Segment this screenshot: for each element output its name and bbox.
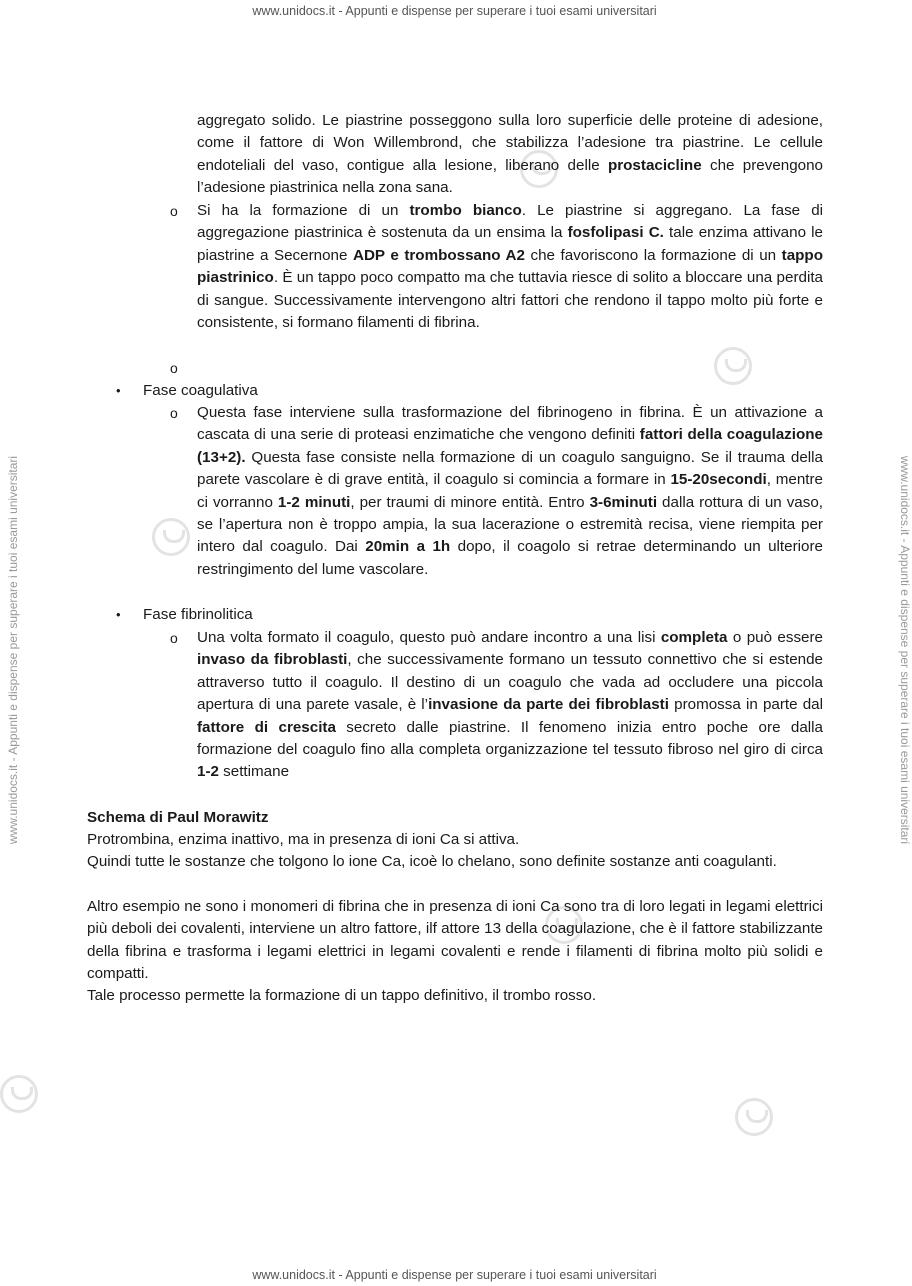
watermark-banner-bottom: www.unidocs.it - Appunti e dispense per superare i tuoi esami universitari — [252, 1268, 657, 1282]
section-title-morawitz: Schema di Paul Morawitz — [87, 809, 269, 826]
bold-term: 15-20secondi — [670, 471, 767, 489]
bold-term: fattori della coagulazione (13+2). — [197, 426, 824, 466]
heading-fase-fibrinolitica: Fase fibrinolitica — [143, 606, 253, 623]
text-run: che favoriscono la formazione di un — [524, 246, 782, 264]
paragraph-white-thrombus — [197, 200, 823, 334]
bold-term: invasione da parte dei fibroblasti — [428, 696, 669, 714]
bullet-marker: • — [116, 383, 121, 398]
text-run: , mentre ci vorranno — [197, 471, 823, 511]
bold-term: trombo bianco — [409, 202, 522, 219]
text-run: Questa fase consiste nella formazione di un coagulo sanguigno. Se il trauma della parete vascolare è di grave entità, il coagulo si comincia a formare in — [197, 448, 823, 489]
text-run: settimane — [218, 763, 290, 781]
paragraph-trombo-rosso: Tale processo permette la formazione di un tappo definitivo, il trombo rosso. — [87, 987, 597, 1004]
text-run: , per traumi di minore entità. Entro — [350, 493, 590, 511]
text-run: Una volta formato il coagulo, questo può andare incontro a una lisi — [197, 629, 661, 646]
watermark-side-left: www.unidocs.it - Appunti e dispense per superare i tuoi esami universitari — [6, 455, 20, 845]
bold-term: completa — [660, 629, 728, 646]
bullet-marker: • — [116, 607, 121, 622]
text-run: Questa fase interviene sulla trasformazione del fibrinogeno in fibrina. È un attivazione a cascata di una serie di proteasi enzimatiche che vengono definiti — [197, 404, 823, 444]
text-run: secreto dalle piastrine. Il fenomeno inizia entro poche ore dalla formazione del coagulo fino alla completa organizzazione tel tessuto fibroso nel giro di circa — [197, 718, 823, 759]
heading-fase-coagulativa: Fase coagulativa — [143, 382, 258, 399]
text-run: o può essere — [727, 629, 824, 646]
text-run: . Le piastrine si aggregano. La fase di aggregazione piastrinica è sostenuta da un ensima la — [197, 202, 824, 242]
paragraph-fibrinolytic-phase — [197, 627, 823, 784]
watermark-side-right: www.unidocs.it - Appunti e dispense per superare i tuoi esami universitari — [898, 455, 912, 845]
text-run: dopo, il coagolo si retrae determinando un ulteriore restringimento del lume vascolare. — [197, 538, 823, 578]
bold-term: 3-6minuti — [589, 493, 658, 511]
paragraph-protrombina: Protrombina, enzima inattivo, ma in presenza di ioni Ca si attiva. — [87, 831, 520, 848]
empty-sub-bullet-marker: o — [170, 360, 178, 376]
bold-term: invaso da fibroblasti — [197, 651, 348, 669]
bold-term: fattore di crescita — [197, 718, 336, 736]
text-run: , che successivamente formano un tessuto connettivo che si estende attraverso tutto il coagulo. Il destino di un coagulo che vada ad occludere una piccola apertura di una parete vasale, è l’ — [197, 651, 824, 714]
text-run: dalla rottura di un vaso, se l’apertura non è troppo ampia, la sua lacerazione o estremità recisa, viene riempita per intero dal coagulo. Dai — [197, 493, 823, 556]
bold-term: fosfolipasi C. — [567, 224, 664, 242]
paragraph-fibrin-monomers: Altro esempio ne sono i monomeri di fibrina che in presenza di ioni Ca sono tra di loro legati in legami elettrici più deboli dei covalenti, interviene un altro fattore, ilf attore 13 della coagulazione, che è il fattore stabilizzante della fibrina e trasforma i legami elettrici in legami covalenti e rende i filamenti di fibrina molto più solidi e compatti. — [87, 898, 823, 983]
bold-term: prostacicline — [607, 156, 702, 174]
bold-term: 20min a 1h — [365, 538, 451, 556]
text-run: promossa in parte dal — [668, 696, 823, 714]
bold-term: 1-2 minuti — [277, 493, 351, 511]
text-run: Si ha la formazione di un — [197, 202, 410, 219]
text-run: tale enzima attivano le piastrine a Secernone — [197, 224, 823, 264]
text-run: aggregato solido. Le piastrine posseggono sulla loro superficie delle proteine di adesione, come il fattore di Won Willembrond, che stabilizza l’adesione tra piastrine. Le cellule endoteliali del vaso, contigue alla lesione, liberano delle — [197, 112, 823, 174]
paragraph-coagulation-phase — [197, 402, 823, 581]
bold-term: 1-2 — [197, 763, 219, 781]
paragraph-anticoagulanti: Quindi tutte le sostanze che tolgono lo ione Ca, icoè lo chelano, sono definite sostanze anti coagulanti. — [87, 853, 777, 870]
bold-term: tappo piastrinico — [197, 246, 823, 287]
sub-bullet-marker: o — [170, 630, 178, 646]
sub-bullet-marker: o — [170, 203, 178, 219]
bold-term: ADP e trombossano A2 — [352, 246, 525, 264]
text-run: che prevengono l’adesione piastrinica nella zona sana. — [197, 156, 823, 197]
text-run: . È un tappo poco compatto ma che tuttavia riesce di solito a bloccare una perdita di sangue. Successivamente intervengono altri fattori che rendono il tappo molto più forte e consistente, si formano filamenti di fibrina. — [197, 269, 823, 332]
watermark-banner-top: www.unidocs.it - Appunti e dispense per superare i tuoi esami universitari — [252, 4, 657, 18]
sub-bullet-marker: o — [170, 405, 178, 421]
paragraph-adhesion — [197, 110, 823, 200]
